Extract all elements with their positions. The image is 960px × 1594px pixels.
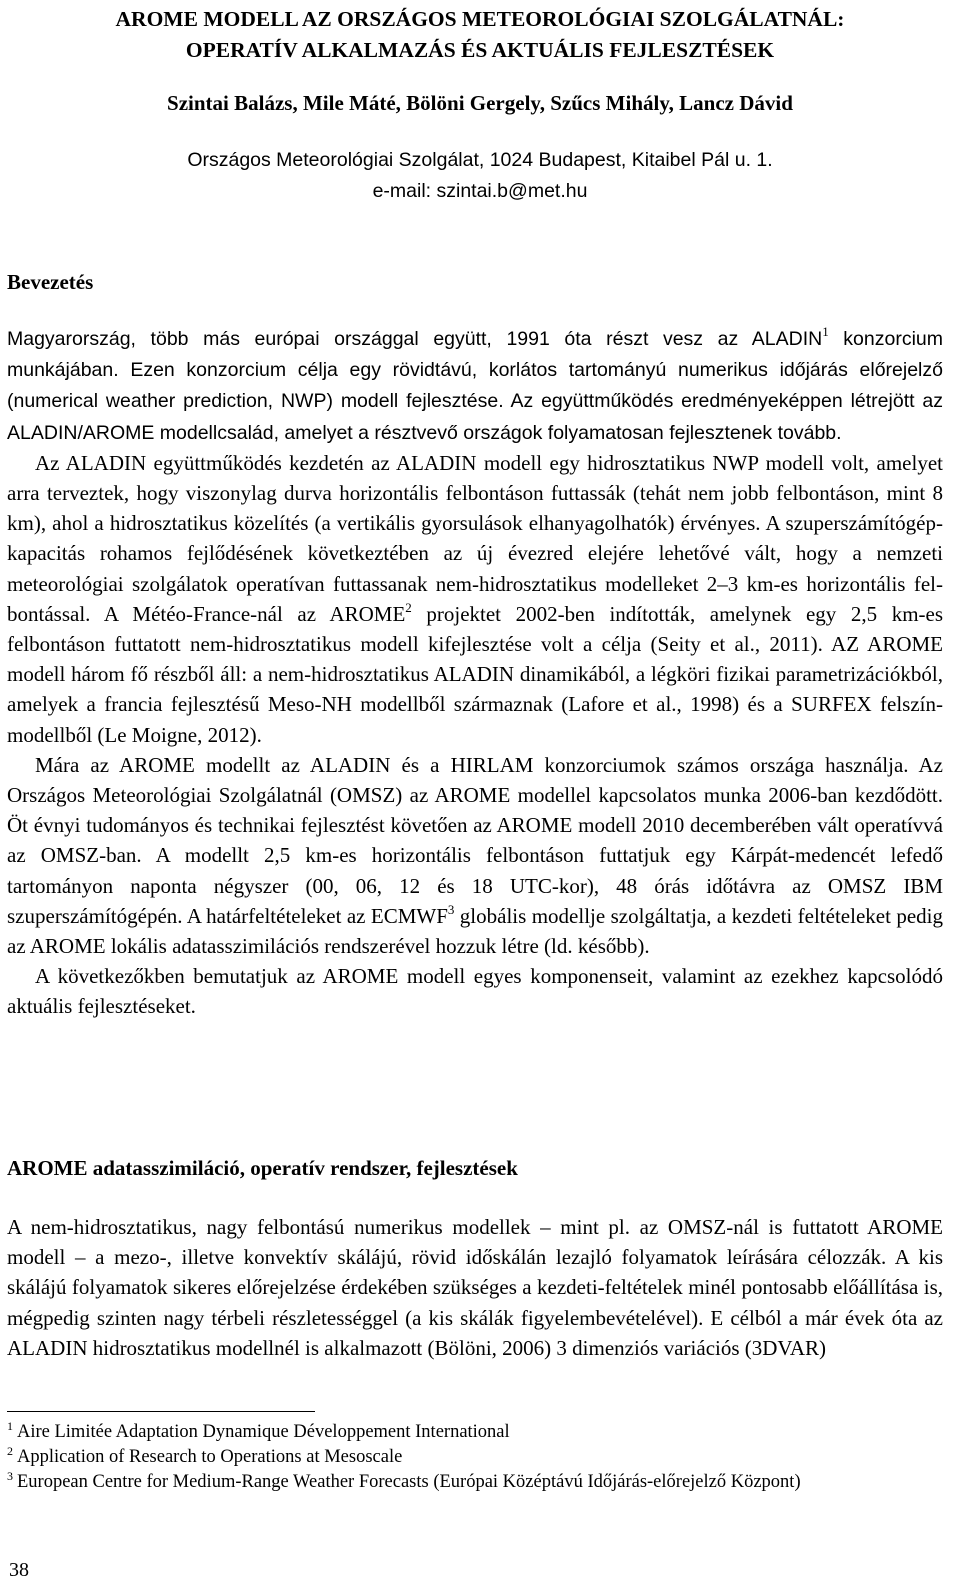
footnote: $^3$ European Centre for Medium-Range Weather Forecasts (Európai Középtávú Időjárás-előrejelző Központ) (7, 1469, 801, 1492)
footnotes (7, 1420, 801, 1495)
paragraph: Magyarország, több más európai országgal együtt, 1991 óta részt vesz az ALADIN$^1$ konzorcium munkájában. Ezen konzorcium célja egy rövidtávú, korlátos tartományú numerikus időjárás előrejelző (numerical weather prediction, NWP) modell fejlesztése. Az együttműködés eredményeképpen létrejött az ALADIN/AROME modellcsalád, amelyet a résztvevő országok folyamatosan fejlesztenek tovább. (7, 324, 943, 444)
title-line-1: AROME MODELL AZ ORSZÁGOS METEOROLÓGIAI SZOLGÁLATNÁL: (115, 7, 845, 31)
title-line-2: OPERATÍV ALKALMAZÁS ÉS AKTUÁLIS FEJLESZTÉSEK (185, 38, 775, 62)
footnote: $^2$ Application of Research to Operations at Mesoscale (7, 1444, 403, 1467)
author-list: Szintai Balázs, Mile Máté, Bölöni Gergely, Szűcs Mihály, Lancz Dávid (167, 91, 793, 115)
section-body-introduction (7, 323, 943, 1022)
section-body-data-assimilation (7, 1212, 943, 1363)
footnote-ref: 1 (822, 324, 829, 339)
paper-title (0, 4, 960, 66)
page-number: 38 (9, 1559, 29, 1581)
footnote-divider (7, 1411, 315, 1412)
paragraph: A következőkben bemutatjuk az AROME modell egyes komponenseit, valamint az ezekhez kapcsolódó aktuális fejlesztéseket. (7, 964, 943, 1019)
footnote-ref: 3 (447, 901, 455, 917)
section-heading-data-assimilation: AROME adatasszimiláció, operatív rendszer, fejlesztések (7, 1156, 518, 1180)
affiliation: Országos Meteorológiai Szolgálat, 1024 Budapest, Kitaibel Pál u. 1. (187, 149, 773, 171)
section-heading-introduction: Bevezetés (7, 270, 94, 294)
paragraph: Az ALADIN együttműködés kezdetén az ALADIN modell egy hidrosztatikus NWP modell volt, amelyet arra terveztek, hogy viszonylag durva horizontális felbontáson futtassák (tehát nem jobb felbontáson, mint 8 km), ahol a hidrosztatikus közelítés (a vertikális gyorsulások elhanyagolhatók) érvényes. A szuperszámítógép-kapacitás rohamos fejlődésének következtében az új évezred elejére lehetővé vált, hogy a nemzeti meteorológiai szolgálatok operatívan futtassanak nem-hidrosztatikus modelleket 2–3 km-es horizontális felbontással. A Météo-France-nál az AROME$^2$ projektet 2002-ben indították, amelynek egy 2,5 km-es felbontáson futtatott nem-hidrosztatikus modell kifejlesztése volt a célja (Seity et al., 2011). AZ AROME modell három fő részből áll: a nem-hidrosztatikus ALADIN dinamikából, a légköri fizikai parametrizációkból, amelyek a francia fejlesztésű Meso-NH modellből származnak (Lafore et al., 1998) és a SURFEX felszín-modellből (Le Moigne, 2012). (7, 450, 944, 747)
affiliation-block (0, 145, 960, 207)
footnote: $^1$ Aire Limitée Adaptation Dynamique Développement International (7, 1419, 510, 1442)
paragraph: Mára az AROME modellt az ALADIN és a HIRLAM konzorciumok számos országa használja. Az Országos Meteorológiai Szolgálatnál (OMSZ) az AROME modellel kapcsolatos munka 2006-ban kezdődött. Öt évnyi tudományos és technikai fejlesztést követően az AROME modell 2010 decemberében vált operatívvá az OMSZ-ban. A modellt 2,5 km-es horizontális felbontáson futtatjuk egy Kárpát-medencét lefedő tartományon naponta négyszer (00, 06, 12 és 18 UTC-kor), 48 órás időtávra az OMSZ IBM szuperszámítógépén. A határfeltételeket az ECMWF$^3$ globális modellje szolgáltatja, a kezdeti feltételeket pedig az AROME lokális adatasszimilációs rendszerével hozzuk létre (ld. később). (7, 752, 943, 959)
paragraph: A nem-hidrosztatikus, nagy felbontású numerikus modellek – mint pl. az OMSZ-nál is futtatott AROME modell – a mezo-, illetve konvektív skálájú, rövid időskálán lezajló folyamatok leírására célozzák. A kis skálájú folyamatok sikeres előrejelzése érdekében szükséges a kezdeti-feltételek minél pontosabb előállítása is, mégpedig szinten nagy térbeli részletességgel (a kis skálák figyelembevételével). E célból a már évek óta az ALADIN hidrosztatikus modellnél is alkalmazott (Bölöni, 2006) 3 dimenziós variációs (3DVAR) (7, 1215, 943, 1360)
email: e-mail: szintai.b@met.hu (372, 180, 588, 202)
footnote-ref: 2 (405, 599, 412, 615)
